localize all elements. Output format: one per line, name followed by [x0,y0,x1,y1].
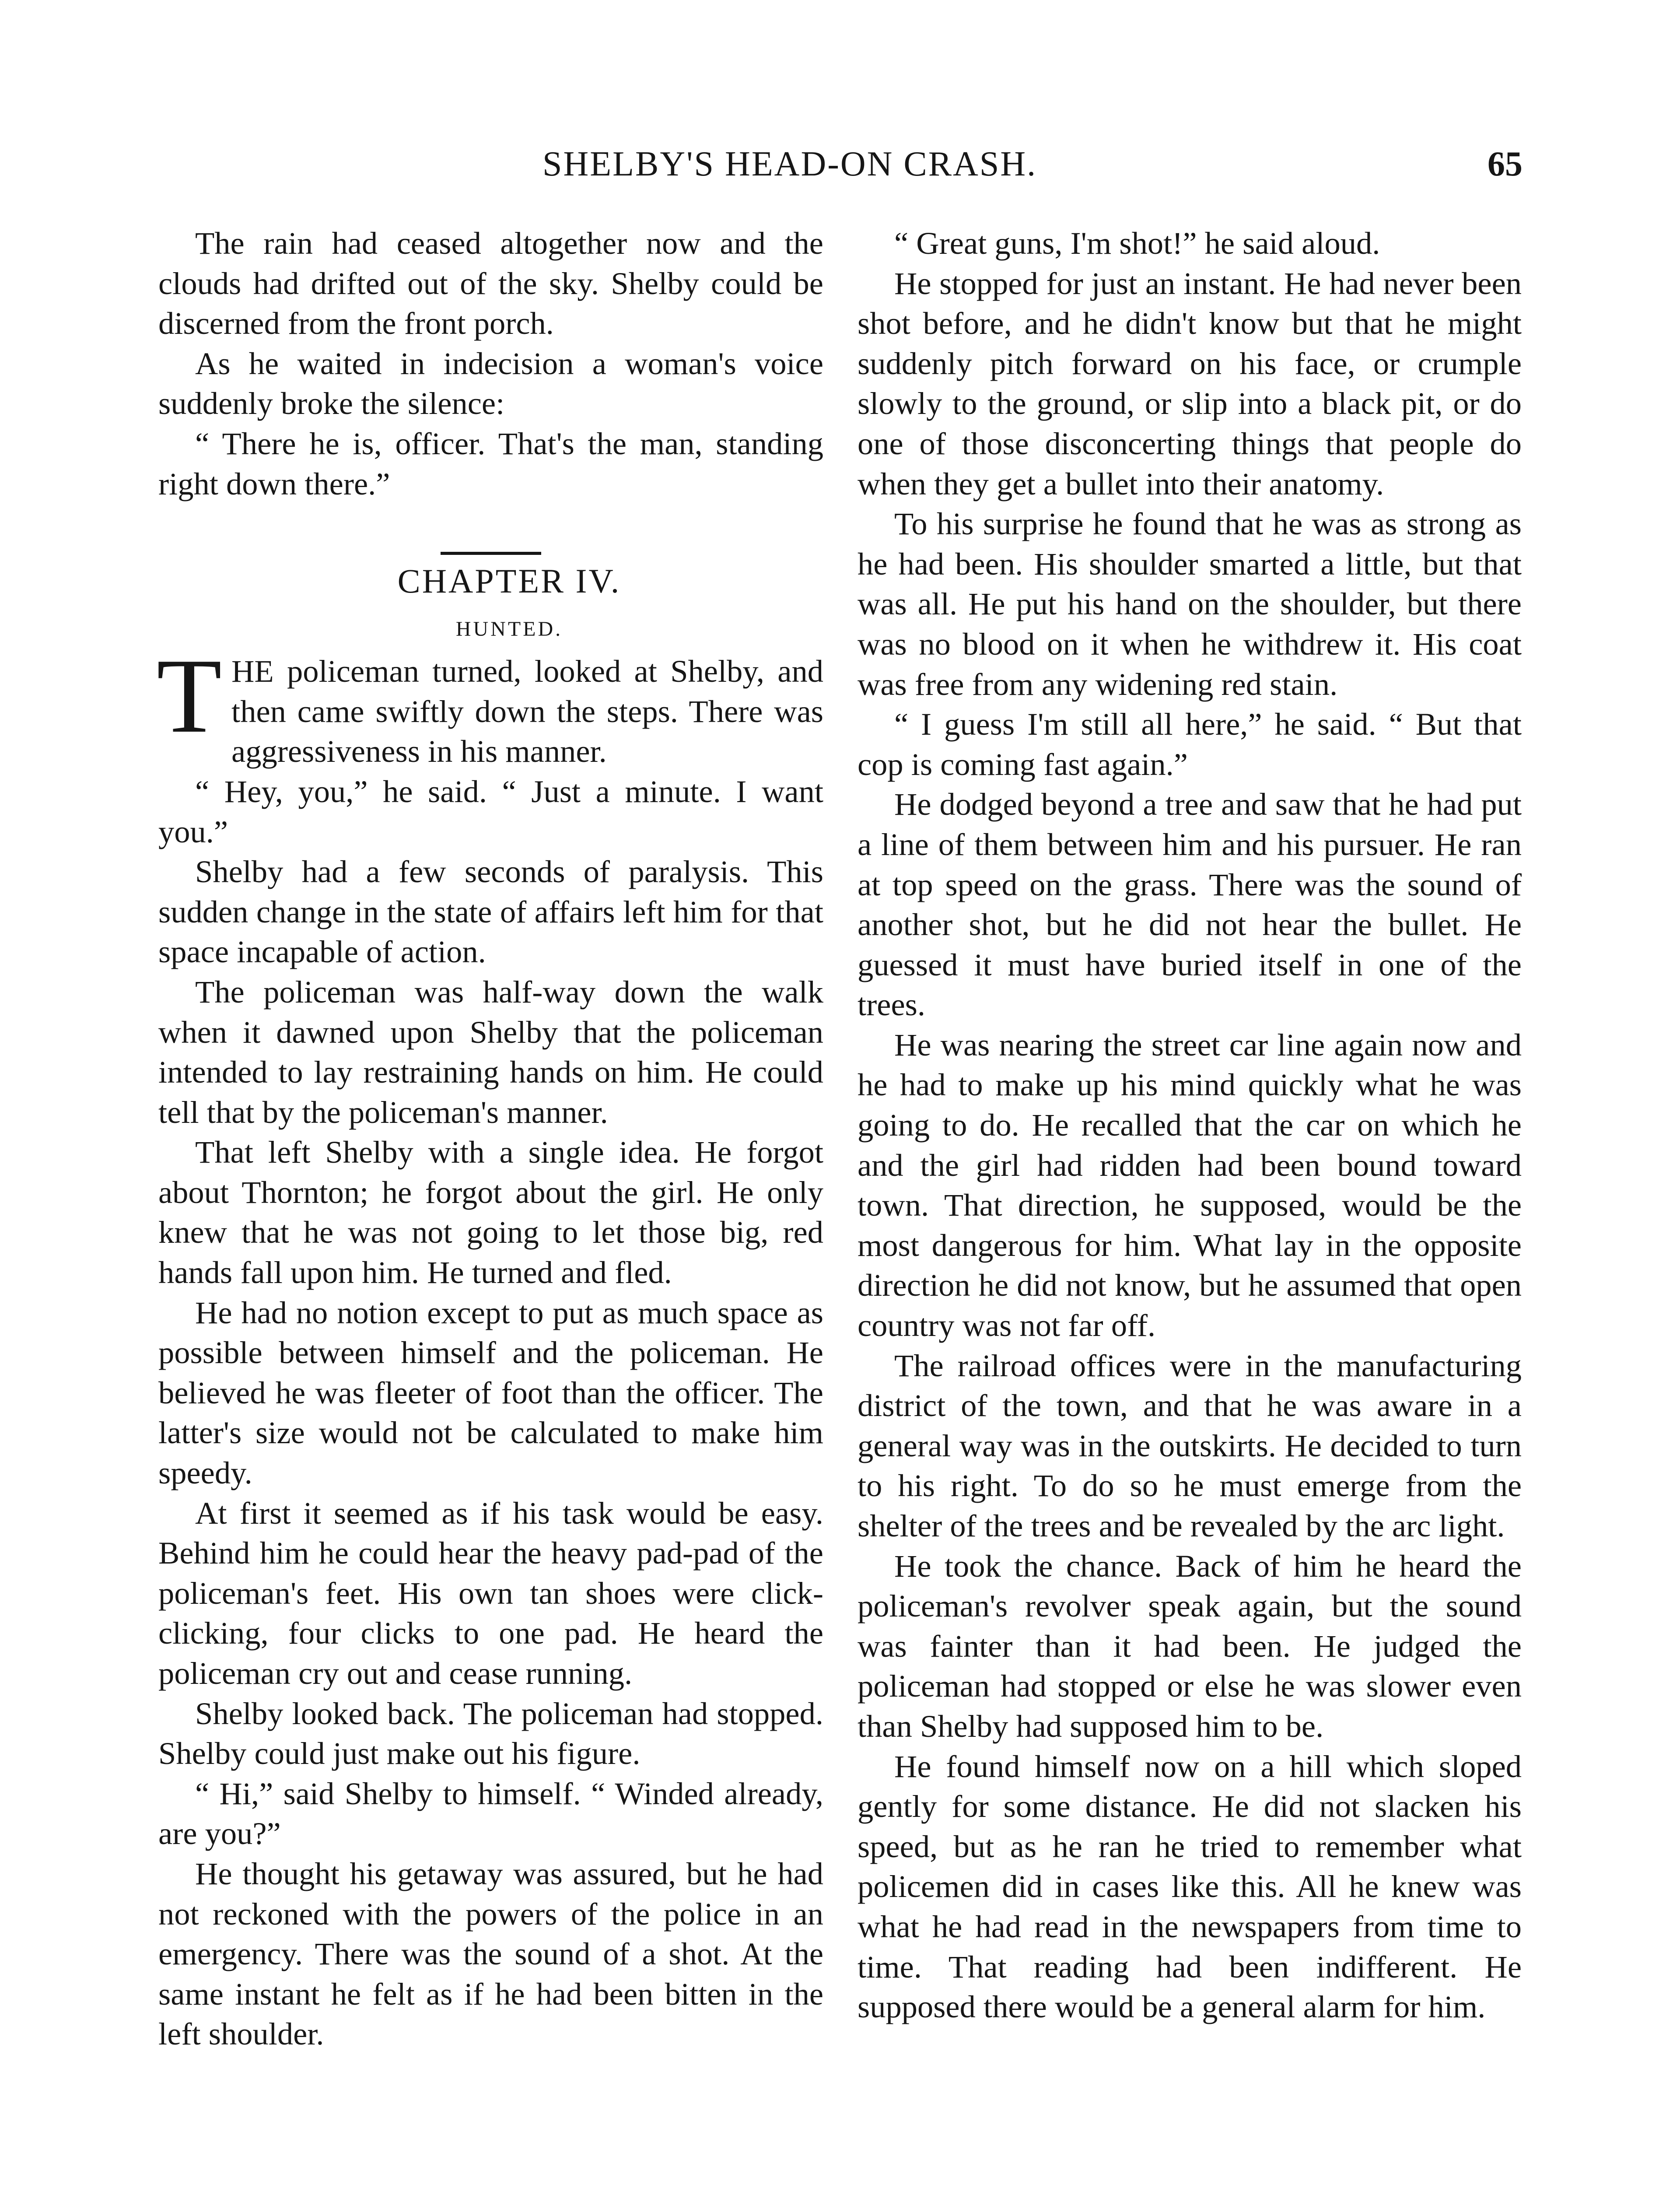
paragraph: He was nearing the street car line again now and he had to make up his mind quickly what he was going to do. He recalled that the car on which he and the girl had ridden had been bound toward town. That direction, he supposed, would be the most dangerous for him. What lay in the opposite direction he did not know, but he assumed that open country was not far off. [858,1027,1522,1343]
paragraph: The railroad offices were in the manufacturing district of the town, and that he was aware in a general way was in the outskirts. He decided to turn to his right. To do so he must emerge from the shelter of the trees and be revealed by the arc light. [858,1347,1522,1543]
paragraph: That left Shelby with a single idea. He forgot about Thornton; he forgot about the girl. He only knew that he was not going to let those big, red hands fall upon him. He turned and fled. [158,1134,823,1290]
page-header [0,140,1680,193]
opening-paragraph [157,637,823,771]
opening-paragraph-text: HE policeman turned, looked at Shelby, and then came swiftly down the steps. There was aggressiveness in his manner. [231,653,823,769]
chapter-title: CHAPTER IV. [397,562,621,600]
paragraph: Shelby had a few seconds of paralysis. This sudden change in the state of affairs left him for that space incapable of action. [158,854,823,970]
paragraph: He thought his getaway was assured, but he had not reckoned with the powers of the police in an emergency. There was the sound of a shot. At the same instant he felt as if he had been bitten in the left shoulder. [158,1855,823,2052]
paragraph: The rain had ceased altogether now and the clouds had drifted out of the sky. Shelby could be discerned from the front porch. [158,225,823,341]
paragraph: “ There he is, officer. That's the man, standing right down there.” [158,425,823,501]
paragraph: He found himself now on a hill which sloped gently for some distance. He did not slacken his speed, but as he ran he tried to remember what policemen did in cases like this. All he knew was what he had read in the newspapers from time to time. That reading had been indifferent. He supposed there would be a general alarm for him. [858,1748,1522,2025]
page-number: 65 [1488,145,1522,183]
paragraph: He dodged beyond a tree and saw that he had put a line of them between him and his pursuer. He ran at top speed on the grass. There was the sound of another shot, but he did not hear the bullet. He guessed it must have buried itself in one of the trees. [858,786,1522,1023]
paragraph: As he waited in indecision a woman's voice suddenly broke the silence: [158,345,823,421]
paragraph: “ Hey, you,” he said. “ Just a minute. I want you.” [158,773,823,849]
paragraph: He stopped for just an instant. He had never been shot before, and he didn't know but that he might suddenly pitch forward on his face, or crumple slowly to the ground, or slip into a black pit, or do one of those disconcerting things that people do when they get a bullet into their anatomy. [858,265,1522,501]
paragraph: “ I guess I'm still all here,” he said. “ But that cop is coming fast again.” [858,706,1522,782]
paragraph: “ Great guns, I'm shot!” he said aloud. [894,225,1380,261]
right-column [858,223,1522,2027]
left-column [158,223,823,2054]
section-divider [441,552,541,555]
paragraph: To his surprise he found that he was as strong as he had been. His shoulder smarted a little, but that was all. He put his hand on the shoulder, but there was no blood on it when he withdrew it. His coat was free from any widening red stain. [858,506,1522,702]
paragraph: He took the chance. Back of him he heard the policeman's revolver speak again, but the sound was fainter than it had been. He judged the policeman had stopped or else he was slower even than Shelby had supposed him to be. [858,1548,1522,1744]
chapter-subtitle: HUNTED. [455,617,563,641]
running-title: SHELBY'S HEAD-ON CRASH. [542,145,1037,183]
paragraph: At first it seemed as if his task would be easy. Behind him he could hear the heavy pad-pad of the policeman's feet. His own tan shoes were click-clicking, four clicks to one pad. He heard the policeman cry out and cease running. [158,1495,823,1691]
drop-cap: T [157,637,222,755]
paragraph: “ Hi,” said Shelby to himself. “ Winded already, are you?” [158,1775,823,1851]
paragraph: The policeman was half-way down the walk when it dawned upon Shelby that the policeman intended to lay restraining hands on him. He could tell that by the policeman's manner. [158,974,823,1130]
paragraph: He had no notion except to put as much space as possible between himself and the policeman. He believed he was fleeter of foot than the officer. The latter's size would not be calculated to make him speedy. [158,1294,823,1491]
paragraph: Shelby looked back. The policeman had stopped. Shelby could just make out his figure. [158,1695,823,1771]
